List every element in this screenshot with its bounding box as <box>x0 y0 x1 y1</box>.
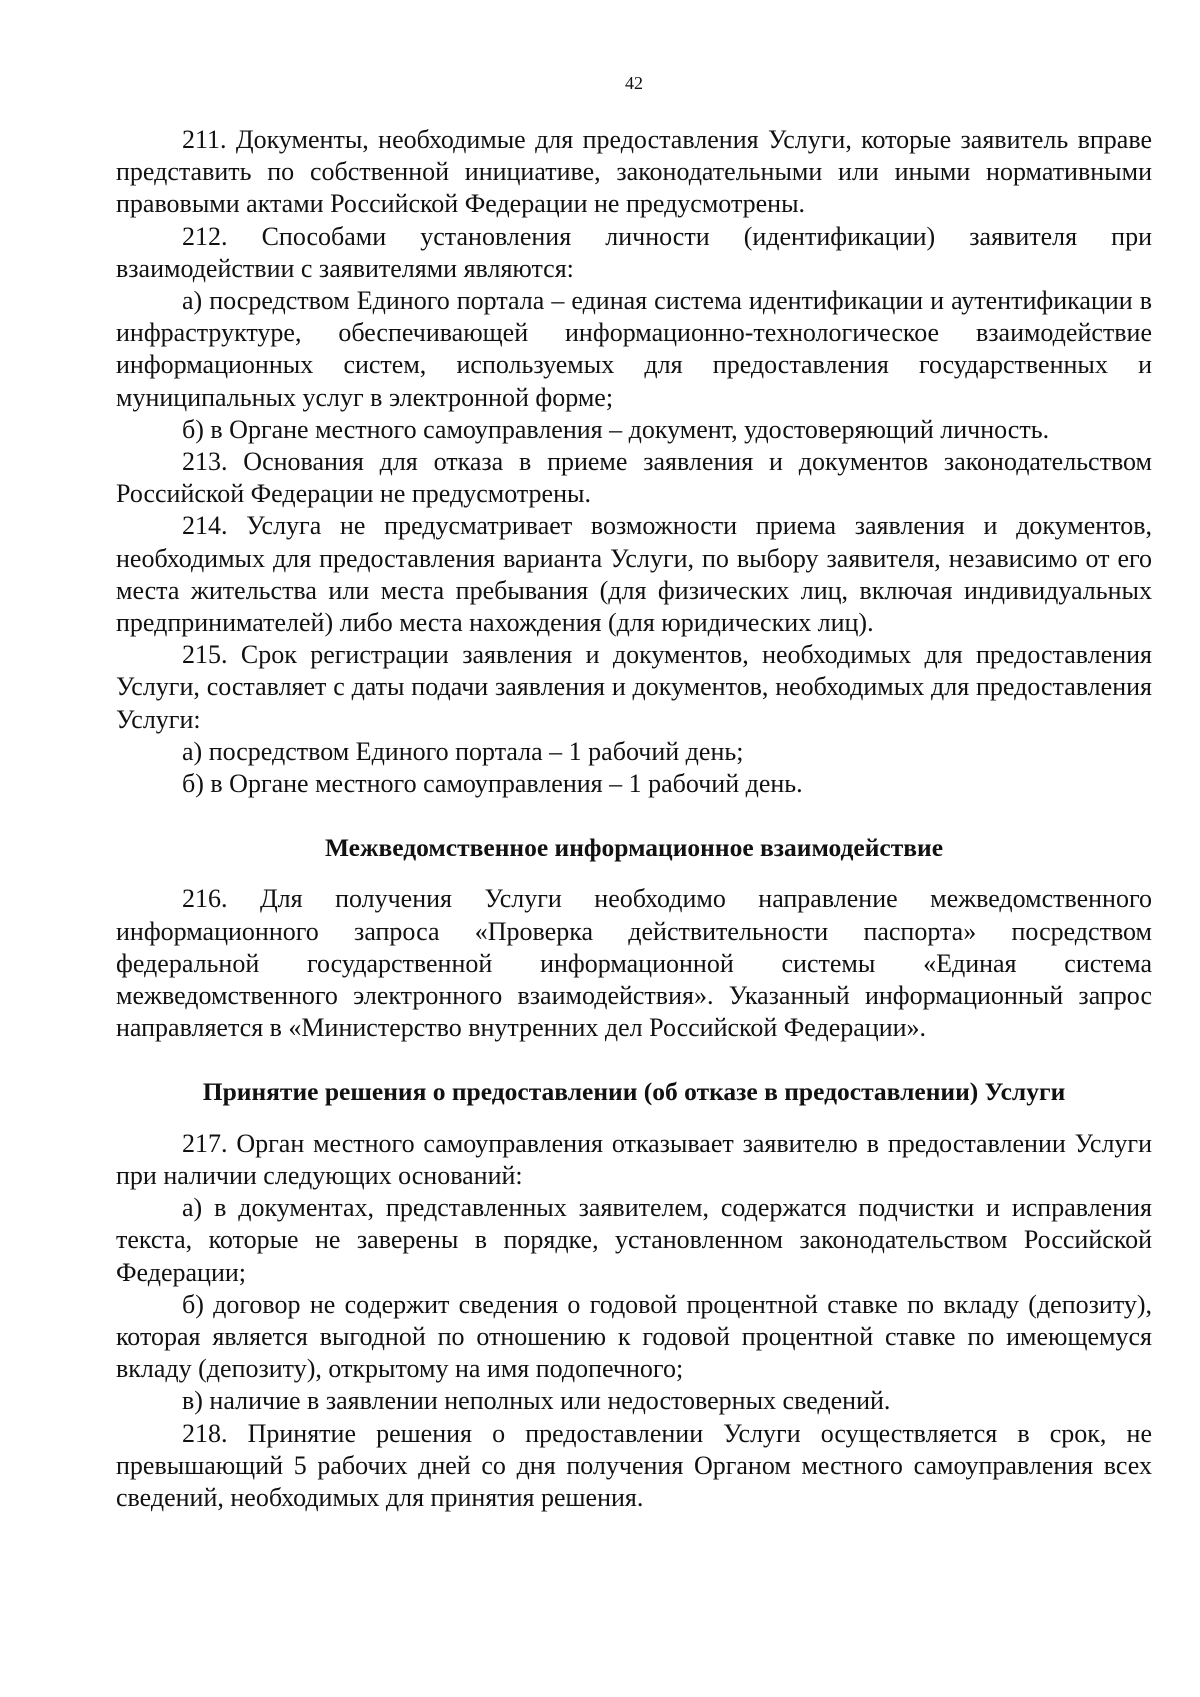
page-number: 42 <box>625 73 643 93</box>
paragraph-212: 212. Способами установления личности (идентификации) заявителя при взаимодействии с заявителями являются: <box>116 221 1152 283</box>
paragraph-217-b: б) договор не содержит сведения о годовой процентной ставке по вкладу (депозиту), которая является выгодной по отношению к годовой процентной ставке по имеющемуся вкладу (депозиту), открытому на имя подопечного; <box>116 1289 1152 1384</box>
paragraph-215: 215. Срок регистрации заявления и документов, необходимых для предоставления Услуги, составляет с даты подачи заявления и документов, необходимых для предоставления Услуги: <box>116 640 1152 734</box>
paragraph-216: 216. Для получения Услуги необходимо направление межведомственного информационного запроса «Проверка действительности паспорта» посредством федеральной государственной информационной системы «Единая система межведомственного электронного взаимодействия». Указанный информационный запрос направляется в «Министерство внутренних дел Российской Федерации». <box>116 884 1152 1043</box>
spacer <box>116 1044 1152 1076</box>
paragraph-211: 211. Документы, необходимые для предоставления Услуги, которые заявитель вправе представить по собственной инициативе, законодательными или иными нормативными правовыми актами Российской Федерации не предусмотрены. <box>116 125 1152 219</box>
paragraph-215-a: а) посредством Единого портала – 1 рабочий день; <box>182 736 744 766</box>
spacer <box>116 800 1152 832</box>
paragraph-217-c: в) наличие в заявлении неполных или недостоверных сведений. <box>182 1386 891 1416</box>
section-heading-interagency: Межведомственное информационное взаимодействие <box>324 833 944 863</box>
paragraph-212-a: а) посредством Единого портала – единая система идентификации и аутентификации в инфраструктуре, обеспечивающей информационно-технологическое взаимодействие информационных систем, используемых для предоставления государственных и муниципальных услуг в электронной форме; <box>116 286 1152 412</box>
spacer <box>116 1109 1152 1128</box>
section-heading-decision: Принятие решения о предоставлении (об отказе в предоставлении) Услуги <box>202 1077 1066 1107</box>
spacer <box>116 864 1152 883</box>
paragraph-217-a: а) в документах, представленных заявителем, содержатся подчистки и исправления текста, которые не заверены в порядке, установленном законодательством Российской Федерации; <box>116 1193 1152 1287</box>
paragraph-217: 217. Орган местного самоуправления отказывает заявителю в предоставлении Услуги при наличии следующих оснований: <box>116 1128 1152 1190</box>
document-page <box>116 72 1152 1514</box>
paragraph-212-b: б) в Органе местного самоуправления – документ, удостоверяющий личность. <box>182 414 1050 444</box>
paragraph-213: 213. Основания для отказа в приеме заявления и документов законодательством Российской Федерации не предусмотрены. <box>116 447 1152 509</box>
paragraph-214: 214. Услуга не предусматривает возможности приема заявления и документов, необходимых для предоставления варианта Услуги, по выбору заявителя, независимо от его места жительства или места пребывания (для физических лиц, включая индивидуальных предпринимателей) либо места нахождения (для юридических лиц). <box>116 511 1152 638</box>
paragraph-215-b: б) в Органе местного самоуправления – 1 рабочий день. <box>182 769 803 799</box>
paragraph-218: 218. Принятие решения о предоставлении Услуги осуществляется в срок, не превышающий 5 рабочих дней со дня получения Органом местного самоуправления всех сведений, необходимых для принятия решения. <box>116 1418 1152 1512</box>
